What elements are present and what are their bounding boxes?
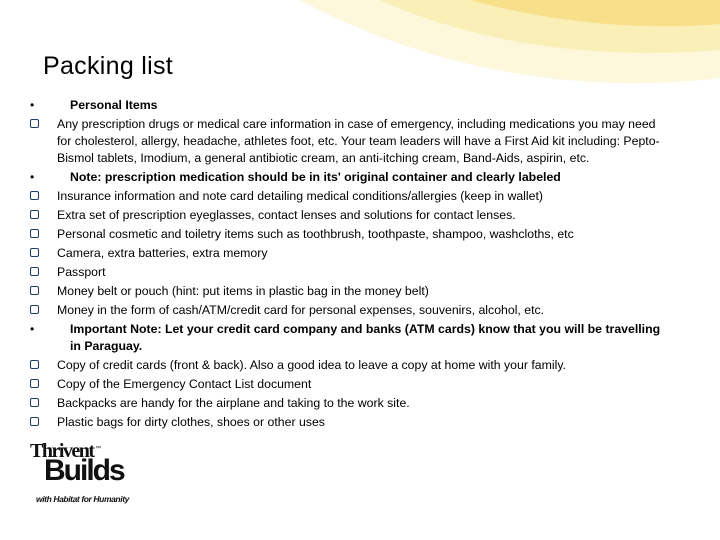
list-item-text: Personal cosmetic and toiletry items such as toothbrush, toothpaste, shampoo, washcloths, etc — [57, 227, 574, 241]
list-item — [30, 245, 670, 262]
logo-tagline: with Habitat for Humanity — [36, 494, 129, 504]
list-item — [30, 116, 670, 167]
page-title: Packing list — [43, 52, 174, 80]
list-item — [30, 169, 670, 186]
list-item — [30, 302, 670, 319]
checkbox-icon — [30, 286, 39, 295]
bullet-icon: • — [30, 98, 35, 112]
list-item — [30, 321, 670, 355]
list-item-text: Copy of credit cards (front & back). Also a good idea to leave a copy at home with your family. — [57, 358, 566, 372]
checkbox-icon — [30, 379, 39, 388]
list-item-text: Backpacks are handy for the airplane and taking to the work site. — [57, 396, 410, 410]
checkbox-icon — [30, 191, 39, 200]
list-item-text: Insurance information and note card detailing medical conditions/allergies (keep in wallet) — [57, 189, 543, 203]
list-item — [30, 97, 670, 114]
list-item-text: Money in the form of cash/ATM/credit card for personal expenses, souvenirs, alcohol, etc. — [57, 303, 545, 317]
logo-trademark: ™ — [95, 446, 101, 452]
list-item-text: Plastic bags for dirty clothes, shoes or other uses — [57, 415, 325, 429]
list-item — [30, 414, 670, 431]
packing-list — [30, 97, 670, 433]
checkbox-icon — [30, 267, 39, 276]
list-item-text: Camera, extra batteries, extra memory — [57, 246, 268, 260]
list-item-text: Personal Items — [70, 98, 158, 112]
list-item-text: Any prescription drugs or medical care information in case of emergency, including medications you may need for cholesterol, allergy, headache, athletes foot, etc. Your team leaders will have a First Aid kit including: Pepto-Bismol tablets, Imodium, a general antibiotic cream, an anti-itching cream, Band-Aids, aspirin, etc. — [57, 117, 660, 165]
bullet-icon: • — [30, 170, 35, 184]
list-item-text: Extra set of prescription eyeglasses, contact lenses and solutions for contact lenses. — [57, 208, 516, 222]
list-item — [30, 376, 670, 393]
list-item — [30, 226, 670, 243]
list-item-text: Important Note: Let your credit card company and banks (ATM cards) know that you will be travelling in Paraguay. — [70, 322, 661, 353]
list-item — [30, 395, 670, 412]
checkbox-icon — [30, 417, 39, 426]
checkbox-icon — [30, 210, 39, 219]
checkbox-icon — [30, 248, 39, 257]
list-item — [30, 357, 670, 374]
checkbox-icon — [30, 398, 39, 407]
logo-line2: Builds — [44, 454, 124, 487]
list-item — [30, 264, 670, 281]
list-item — [30, 188, 670, 205]
logo-line1: Thrivent — [30, 440, 94, 462]
list-item-text: Note: prescription medication should be in its' original container and clearly labeled — [70, 170, 561, 184]
checkbox-icon — [30, 229, 39, 238]
list-item — [30, 283, 670, 300]
list-item — [30, 207, 670, 224]
thrivent-builds-logo — [30, 440, 140, 510]
list-item-text: Passport — [57, 265, 106, 279]
checkbox-icon — [30, 119, 39, 128]
list-item-text: Copy of the Emergency Contact List document — [57, 377, 312, 391]
bullet-icon: • — [30, 322, 35, 336]
checkbox-icon — [30, 305, 39, 314]
list-item-text: Money belt or pouch (hint: put items in plastic bag in the money belt) — [57, 284, 429, 298]
checkbox-icon — [30, 360, 39, 369]
